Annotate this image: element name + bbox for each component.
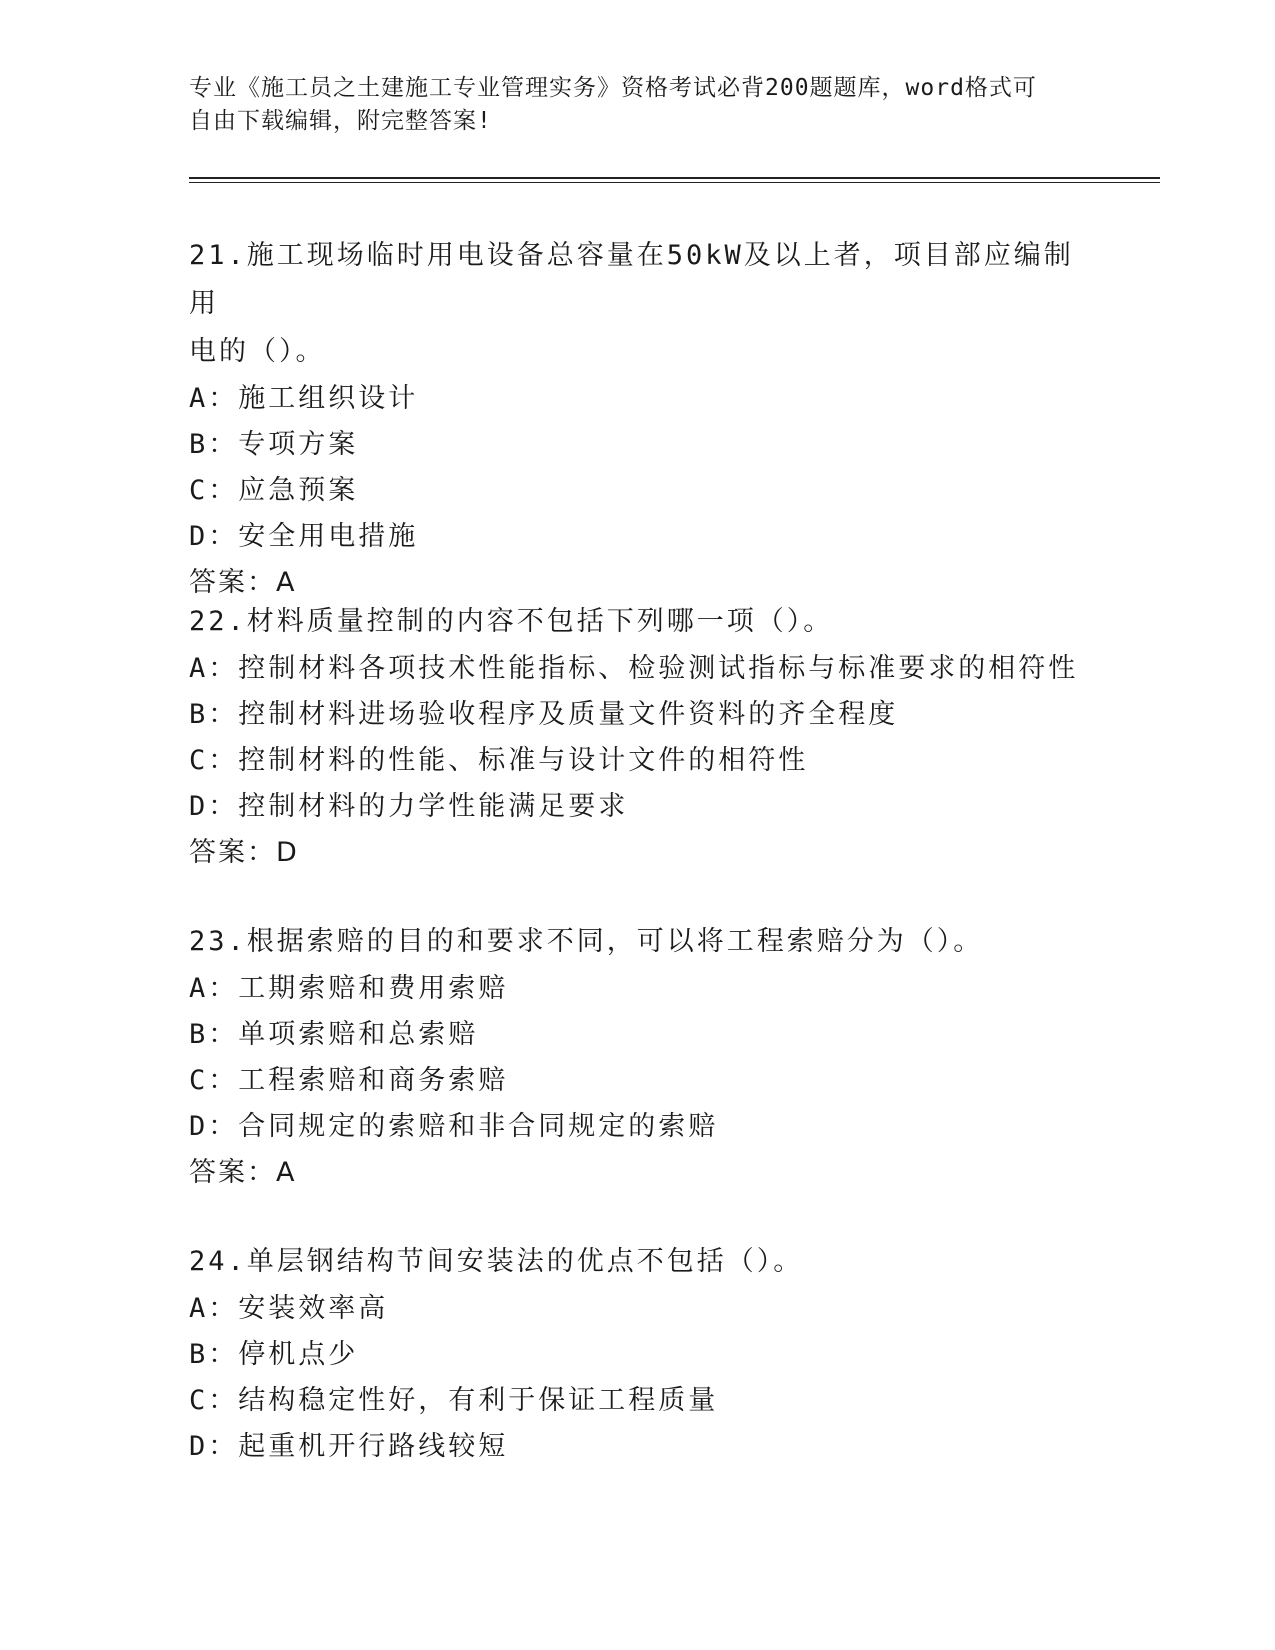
question-stem: 24.单层钢结构节间安装法的优点不包括（）。: [189, 1246, 804, 1277]
option-d: D：安全用电措施: [189, 521, 419, 552]
question-22: [189, 598, 1089, 876]
option-b: B：单项索赔和总索赔: [189, 1019, 479, 1050]
option-a: A：工期索赔和费用索赔: [189, 973, 509, 1004]
option-a: A：施工组织设计: [189, 383, 419, 414]
option-a: A：控制材料各项技术性能指标、检验测试指标与标准要求的相符性: [189, 653, 1079, 684]
header-line-1: 专业《施工员之土建施工专业管理实务》资格考试必背200题题库，word格式可: [189, 75, 1037, 101]
option-d: D：控制材料的力学性能满足要求: [189, 791, 629, 822]
header-divider-bottom: [189, 182, 1160, 183]
question-stem-continued: 电的（）。: [189, 336, 326, 367]
answer: 答案：A: [189, 567, 297, 598]
option-c: C：控制材料的性能、标准与设计文件的相符性: [189, 745, 809, 776]
option-c: C：工程索赔和商务索赔: [189, 1065, 509, 1096]
document-header: [189, 72, 1089, 138]
question-stem: 22.材料质量控制的内容不包括下列哪一项（）。: [189, 606, 834, 637]
answer: 答案：A: [189, 1157, 297, 1188]
question-21: [189, 232, 1089, 606]
option-b: B：专项方案: [189, 429, 359, 460]
answer: 答案：D: [189, 837, 299, 868]
header-divider-top: [189, 177, 1160, 179]
option-b: B：停机点少: [189, 1339, 359, 1370]
question-stem: 21.施工现场临时用电设备总容量在50kW及以上者，项目部应编制用: [189, 240, 1074, 319]
option-c: C：应急预案: [189, 475, 359, 506]
option-c: C：结构稳定性好，有利于保证工程质量: [189, 1385, 719, 1416]
question-23: [189, 918, 1089, 1196]
option-d: D：起重机开行路线较短: [189, 1431, 509, 1462]
header-line-2: 自由下载编辑，附完整答案!: [189, 108, 492, 134]
question-24: [189, 1238, 1089, 1470]
option-d: D：合同规定的索赔和非合同规定的索赔: [189, 1111, 719, 1142]
question-stem: 23.根据索赔的目的和要求不同，可以将工程索赔分为（）。: [189, 926, 984, 957]
option-a: A：安装效率高: [189, 1293, 389, 1324]
option-b: B：控制材料进场验收程序及质量文件资料的齐全程度: [189, 699, 899, 730]
